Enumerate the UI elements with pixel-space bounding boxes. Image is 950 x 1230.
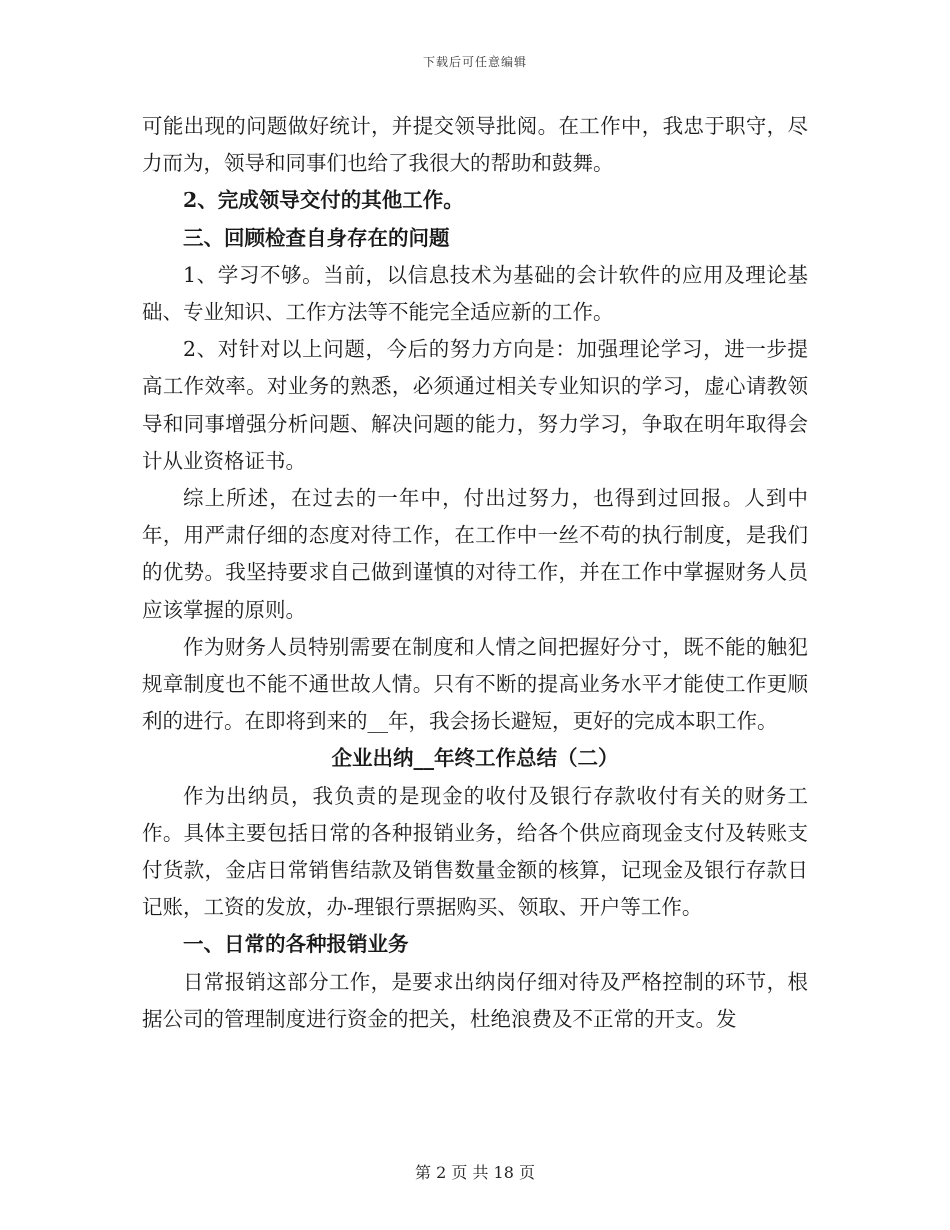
list-item-heading: 2、完成领导交付的其他工作。 xyxy=(183,188,464,213)
section-heading: 一、日常的各种报销业务 xyxy=(183,932,409,957)
paragraph: 综上所述，在过去的一年中，付出过努力，也得到过回报。人到中年，用严肃仔细的态度对待工作，在工作中一丝不苟的执行制度，是我们的优势。我坚持要求自己做到谨慎的对待工作，并在工作中掌握财务人员应该掌握的原则。 xyxy=(142,486,808,622)
paragraph: 作为出纳员，我负责的是现金的收付及银行存款收付有关的财务工作。具体主要包括日常的各种报销业务，给各个供应商现金支付及转账支付货款，金店日常销售结款及销售数量金额的核算，记现金及银行存款日记账，工资的发放，办-理银行票据购买、领取、开户等工作。 xyxy=(142,783,808,920)
document-title: 企业出纳__年终工作总结（二） xyxy=(331,746,619,771)
document-body xyxy=(142,108,808,1038)
paragraph-continuation: 可能出现的问题做好统计，并提交领导批阅。在工作中，我忠于职守，尽力而为，领导和同事们也给了我很大的帮助和鼓舞。 xyxy=(142,114,808,176)
paragraph: 2、对针对以上问题，今后的努力方向是：加强理论学习，进一步提高工作效率。对业务的熟悉，必须通过相关专业知识的学习，虚心请教领导和同事增强分析问题、解决问题的能力，努力学习，争取在明年取得会计从业资格证书。 xyxy=(142,337,808,473)
page-number: 第 2 页 共 18 页 xyxy=(415,1163,535,1182)
paragraph: 1、学习不够。当前，以信息技术为基础的会计软件的应用及理论基础、专业知识、工作方法等不能完全适应新的工作。 xyxy=(142,262,808,325)
paragraph: 作为财务人员特别需要在制度和人情之间把握好分寸，既不能的触犯规章制度也不能不通世故人情。只有不断的提高业务水平才能使工作更顺利的进行。在即将到来的__年，我会扬长避短，更好的完成本职工作。 xyxy=(142,634,808,734)
section-heading: 三、回顾检查自身存在的问题 xyxy=(183,225,450,250)
page-header-note: 下载后可任意编辑 xyxy=(422,55,527,69)
paragraph: 日常报销这部分工作，是要求出纳岗仔细对待及严格控制的环节，根据公司的管理制度进行资金的把关，杜绝浪费及不正常的开支。发 xyxy=(142,969,808,1031)
